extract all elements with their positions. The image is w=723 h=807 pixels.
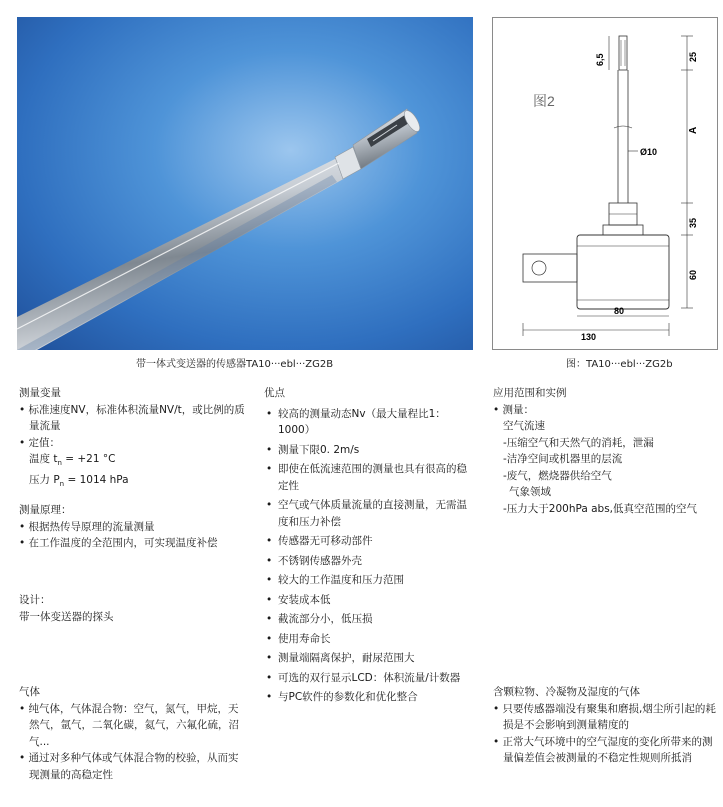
advantage-item: • 较高的测量动态Nv（最大量程比1：1000） — [264, 406, 476, 439]
dim-60-label: 60 — [688, 269, 698, 280]
advantages-title: 优点 — [264, 387, 285, 399]
applications-measure-label: • 测量： — [493, 403, 535, 416]
advantage-item: • 截流部分小，低压损 — [264, 611, 476, 628]
advantage-item: • 较大的工作温度和压力范围 — [264, 572, 476, 589]
advantage-item: • 使用寿命长 — [264, 631, 476, 648]
sensor-probe-image — [17, 17, 473, 350]
technical-drawing — [492, 17, 718, 350]
measure-item-1: • 标准速度NV，标准体积流量NV/t，或比例的质量流量 — [19, 403, 245, 432]
dimension-drawing — [493, 18, 717, 349]
dim-80-label: 80 — [614, 306, 625, 316]
gas-item-2: • 通过对多种气体或气体混合物的校验，从而实现测量的高稳定性 — [19, 752, 239, 781]
particles-item-2: • 正常大气环境中的空气湿度的变化所带来的测量偏差值会被测量的不稳定性规则所抵消 — [493, 735, 713, 764]
advantages-list — [264, 406, 476, 706]
gas-title: 气体 — [19, 686, 40, 698]
application-item: -洁净空间或机器里的层流 — [503, 453, 623, 465]
principle-item-1: • 根据热传导原理的流量测量 — [19, 520, 155, 533]
advantage-item: • 不锈钢传感器外壳 — [264, 553, 476, 570]
temperature-value: 温度 $t_n = +21$ °C — [29, 453, 116, 468]
column-gas — [19, 684, 247, 783]
pressure-value: 压力 $P_n = 1014$ hPa — [29, 473, 129, 488]
column-applications — [493, 385, 719, 517]
advantage-item: • 与PC软件的参数化和优化整合 — [264, 689, 476, 706]
advantage-item: • 测量端隔离保护，耐尿范围大 — [264, 650, 476, 667]
particles-item-1: • 只要传感器端没有聚集和磨损,烟尘所引起的耗损是不会影响到测量精度的 — [493, 702, 716, 731]
column-measurement — [19, 385, 247, 492]
advantage-item: • 空气或气体质量流量的直接测量，无需温度和压力补偿 — [264, 497, 476, 530]
application-item: -压力大于200hPa abs,低真空范围的空气 — [503, 502, 698, 515]
applications-title: 应用范围和实例 — [493, 387, 567, 399]
dim-6-5-label: 6,5 — [595, 53, 605, 66]
design-title: 设计： — [19, 594, 51, 606]
particles-title: 含颗粒物、冷凝物及湿度的气体 — [493, 686, 640, 698]
gas-item-1: • 纯气体，气体混合物：空气，氮气，甲烷，天然气，氩气，二氧化碳，氦气，六氟化硫，沼气... — [19, 702, 239, 748]
dim-25-label: 25 — [688, 51, 698, 62]
advantage-item: • 安装成本低 — [264, 592, 476, 609]
design-text: 带一体变送器的探头 — [19, 610, 114, 623]
sensor-photo — [17, 17, 473, 350]
drawing-caption: 图：TA10···ebl···ZG2b — [566, 359, 673, 370]
measure-item-2: • 定值： — [19, 436, 61, 449]
application-item: -废气，燃烧器供给空气 — [503, 469, 612, 482]
advantage-item: • 即使在低流速范围的测量也具有很高的稳定性 — [264, 461, 476, 494]
drawing-figure-label: 图2 — [533, 93, 555, 109]
dim-35-label: 35 — [688, 217, 698, 228]
principle-title: 测量原理： — [19, 504, 72, 516]
column-principle — [19, 502, 247, 552]
dim-130-label: 130 — [581, 332, 597, 342]
measure-title: 测量变量 — [19, 387, 61, 399]
dim-a-label: A — [688, 126, 699, 134]
advantage-item: • 传感器无可移动部件 — [264, 533, 476, 550]
advantage-item: • 测量下限0. 2m/s — [264, 442, 476, 459]
column-advantages — [264, 385, 476, 709]
column-design — [19, 592, 247, 625]
application-item: 气象领域 — [509, 486, 551, 498]
advantage-item: • 可选的双行显示LCD：体积流量/计数器 — [264, 670, 476, 687]
column-particles — [493, 684, 719, 767]
application-item: -压缩空气和天然气的消耗，泄漏 — [503, 436, 654, 449]
dim-diameter-label: Ø10 — [640, 147, 658, 157]
applications-subtitle: 空气流速 — [503, 420, 545, 432]
photo-caption: 带一体式变送器的传感器TA10···ebl···ZG2B — [136, 359, 334, 370]
principle-item-2: • 在工作温度的全范围内，可实现温度补偿 — [19, 537, 218, 549]
